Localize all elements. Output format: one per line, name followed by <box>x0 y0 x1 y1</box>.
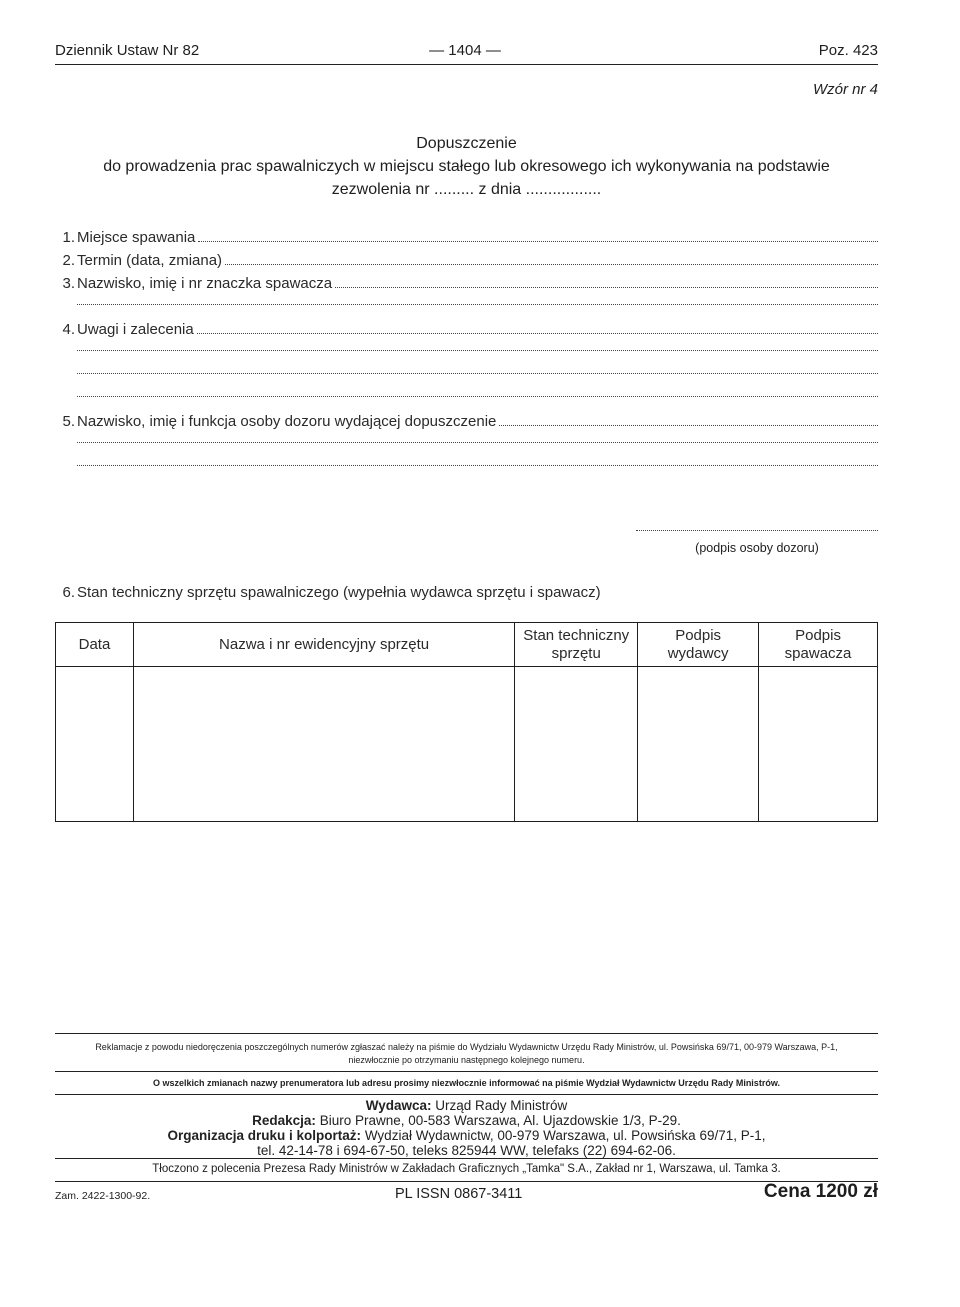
fill-line[interactable] <box>77 465 878 466</box>
title-line-1: Dopuszczenie <box>416 135 517 152</box>
fill-line[interactable] <box>77 396 878 397</box>
phone-line: tel. 42-14-78 i 694-67-50, teleks 825944 WW, telefaks (22) 694-62-06. <box>257 1143 676 1158</box>
footer-rule <box>55 1158 878 1159</box>
footer-rule <box>55 1071 878 1072</box>
fill-line[interactable] <box>499 425 878 426</box>
complaints-notice <box>55 1041 878 1067</box>
item-number: 2. <box>62 252 75 269</box>
header-rule <box>55 64 878 65</box>
title-line-2: do prowadzenia prac spawalniczych w miejscu stałego lub okresowego ich wykonywania na podstawie <box>103 158 830 175</box>
col-header-date: Data <box>56 623 134 667</box>
col-header-welder-signature: Podpis spawacza <box>759 623 878 667</box>
complaints-line-2: niezwłocznie po otrzymaniu następnego kolejnego numeru. <box>348 1055 585 1065</box>
fill-line[interactable] <box>225 264 878 265</box>
field-term <box>55 249 878 269</box>
footer-rule <box>55 1094 878 1095</box>
cell-issuer-signature[interactable] <box>638 667 759 822</box>
fill-line[interactable] <box>77 373 878 374</box>
page-number: — 1404 — <box>429 42 501 59</box>
cell-condition[interactable] <box>515 667 638 822</box>
journal-name: Dziennik Ustaw Nr 82 <box>55 42 200 59</box>
field-welder <box>55 272 878 292</box>
cell-date[interactable] <box>56 667 134 822</box>
printing-note: Tłoczono z polecenia Prezesa Rady Ministrów w Zakładach Graficznych „Tamka" S.A., Zakład nr 1, Warszawa, ul. Tamka 3. <box>152 1163 781 1175</box>
position-number: Poz. 423 <box>818 42 878 59</box>
form-label: Wzór nr 4 <box>812 81 878 98</box>
fill-line[interactable] <box>77 304 878 305</box>
field-location <box>55 226 878 246</box>
address-change-notice: O wszelkich zmianach nazwy prenumeratora lub adresu prosimy niezwłocznie informować na piśmie Wydział Wydawnictw Urzędu Rady Ministrów. <box>153 1078 780 1088</box>
equipment-table <box>55 622 878 822</box>
fill-line[interactable] <box>77 350 878 351</box>
field-remarks <box>55 318 878 338</box>
col-header-issuer-signature: Podpis wydawcy <box>638 623 759 667</box>
fill-line[interactable] <box>335 287 878 288</box>
distribution-line: Organizacja druku i kolportaż: Wydział Wydawnictw, 00-979 Warszawa, ul. Powsińska 69/71, P-1, <box>167 1128 766 1143</box>
item-label: Miejsce spawania <box>77 229 196 246</box>
item-number: 5. <box>62 413 75 430</box>
item-number: 1. <box>62 229 75 246</box>
publisher-line: Wydawca: Urząd Rady Ministrów <box>365 1098 568 1113</box>
footer-rule-top <box>55 1033 878 1034</box>
field-supervisor <box>55 410 878 430</box>
col-header-condition: Stan techniczny sprzętu <box>515 623 638 667</box>
table-header-row <box>56 623 878 667</box>
item-number: 6. <box>62 584 75 601</box>
cell-equipment[interactable] <box>133 667 514 822</box>
item-label: Termin (data, zmiana) <box>77 252 223 269</box>
fill-line[interactable] <box>197 333 878 334</box>
publisher-info <box>55 1098 878 1158</box>
signature-line[interactable] <box>636 530 878 531</box>
title-line-3: zezwolenia nr ......... z dnia ................. <box>331 181 602 198</box>
item-number: 4. <box>62 321 75 338</box>
item-label: Nazwisko, imię i nr znaczka spawacza <box>77 275 333 292</box>
table-row <box>56 667 878 822</box>
item-label: Uwagi i zalecenia <box>77 321 194 338</box>
issn: PL ISSN 0867-3411 <box>395 1186 523 1202</box>
item-label: Nazwisko, imię i funkcja osoby dozoru wydającej dopuszczenie <box>77 413 497 430</box>
order-number: Zam. 2422-1300-92. <box>55 1190 151 1202</box>
fill-line[interactable] <box>198 241 878 242</box>
complaints-line-1: Reklamacje z powodu niedoręczenia poszczególnych numerów zgłaszać należy na piśmie do Wydziału Wydawnictw Urzędu Rady Ministrów, ul. Powsińska 69/71, 00-979 Warszawa, P-1, <box>95 1042 838 1052</box>
price: Cena 1200 zł <box>763 1181 878 1202</box>
document-title <box>55 132 878 201</box>
signature-caption: (podpis osoby dozoru) <box>695 541 819 555</box>
section-6-label: Stan techniczny sprzętu spawalniczego (wypełnia wydawca sprzętu i spawacz) <box>77 584 601 601</box>
cell-welder-signature[interactable] <box>759 667 878 822</box>
fill-line[interactable] <box>77 442 878 443</box>
section-6-heading <box>55 584 601 601</box>
item-number: 3. <box>62 275 75 292</box>
footer-rule <box>55 1181 878 1182</box>
col-header-equipment: Nazwa i nr ewidencyjny sprzętu <box>133 623 514 667</box>
editorial-line: Redakcja: Biuro Prawne, 00-583 Warszawa, Al. Ujazdowskie 1/3, P-29. <box>252 1113 681 1128</box>
